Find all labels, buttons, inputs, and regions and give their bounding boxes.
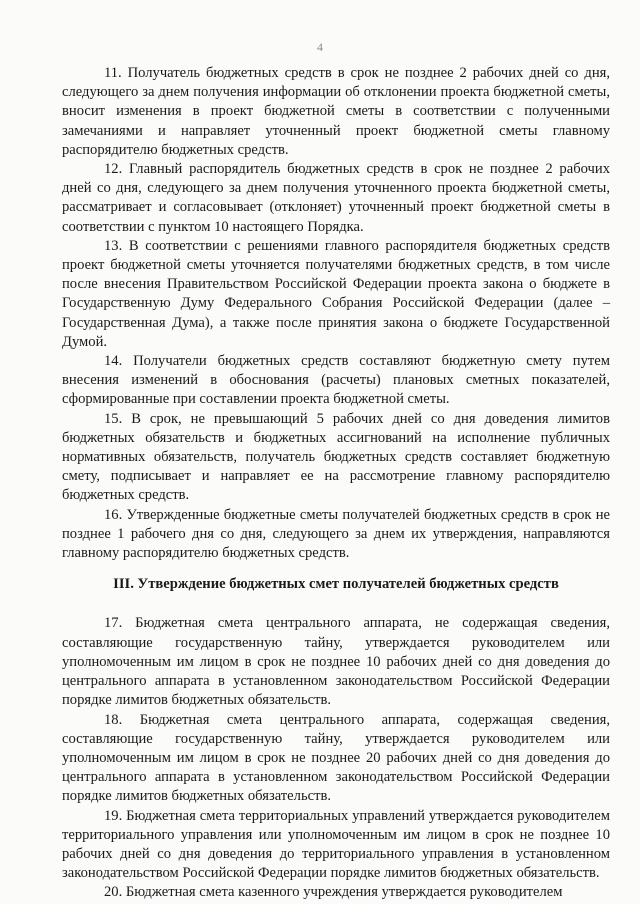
paragraph-14: 14. Получатели бюджетных средств составляют бюджетную смету путем внесения изменений в обоснования (расчеты) плановых сметных показателей, сформированные при составлении проекта бюджетной сметы. — [62, 353, 610, 408]
page-number: 4 — [317, 40, 323, 54]
paragraph-13: 13. В соответствии с решениями главного распорядителя бюджетных средств проект бюджетной сметы уточняется получателями бюджетных средств, в том числе после внесения Правительством Российской Федерации проекта закона о бюджете в Государственную Думу Федерального Собрания Российской Федерации (далее – Государственная Дума), а также после принятия закона о бюджете Государственной Думой. — [62, 237, 610, 350]
section-heading: III. Утверждение бюджетных смет получателей бюджетных средств — [113, 576, 559, 593]
paragraph-20: 20. Бюджетная смета казенного учреждения утверждается руководителем — [104, 884, 563, 901]
paragraph-12: 12. Главный распорядитель бюджетных средств в срок не позднее 2 рабочих дней со дня, следующего за днем получения уточненного проекта бюджетной сметы, рассматривает и согласовывает (отклоняет) уточненный проект бюджетной сметы в соответствии с пунктом 10 настоящего Порядка. — [62, 161, 610, 235]
paragraph-19: 19. Бюджетная смета территориальных управлений утверждается руководителем территориального управления или уполномоченным им лицом в срок не позднее 10 рабочих дней со дня доведения до территориального управления в установленном законодательством Российской Федерации порядке лимитов бюджетных обязательств. — [62, 807, 610, 882]
paragraph-18: 18. Бюджетная смета центрального аппарата, содержащая сведения, составляющие государственную тайну, утверждается руководителем или уполномоченным им лицом в срок не позднее 20 рабочих дней со дня доведения до центрального аппарата в установленном законодательством Российской Федерации порядке лимитов бюджетных обязательств. — [62, 711, 610, 805]
document-body — [62, 64, 610, 903]
paragraph-17: 17. Бюджетная смета центрального аппарата, не содержащая сведения, составляющие государственную тайну, утверждается руководителем или уполномоченным им лицом в срок не позднее 10 рабочих дней со дня доведения до центрального аппарата в установленном законодательством Российской Федерации порядке лимитов бюджетных обязательств. — [62, 615, 610, 709]
paragraph-15: 15. В срок, не превышающий 5 рабочих дней со дня доведения лимитов бюджетных обязательств и бюджетных ассигнований на исполнение публичных нормативных обязательств, получатель бюджетных средств составляет бюджетную смету, подписывает и направляет ее на рассмотрение главному распорядителю бюджетных средств. — [62, 410, 610, 504]
paragraph-11: 11. Получатель бюджетных средств в срок не позднее 2 рабочих дней со дня, следующего за днем получения информации об отклонении проекта бюджетной сметы, вносит изменения в проект бюджетной сметы в соответствии с полученными замечаниями и направляет уточненный проект бюджетной сметы главному распорядителю бюджетных средств. — [62, 65, 610, 158]
paragraph-16: 16. Утвержденные бюджетные сметы получателей бюджетных средств в срок не позднее 1 рабочего дня со дня, следующего за днем их утверждения, направляются главному распорядителю бюджетных средств. — [62, 506, 610, 562]
